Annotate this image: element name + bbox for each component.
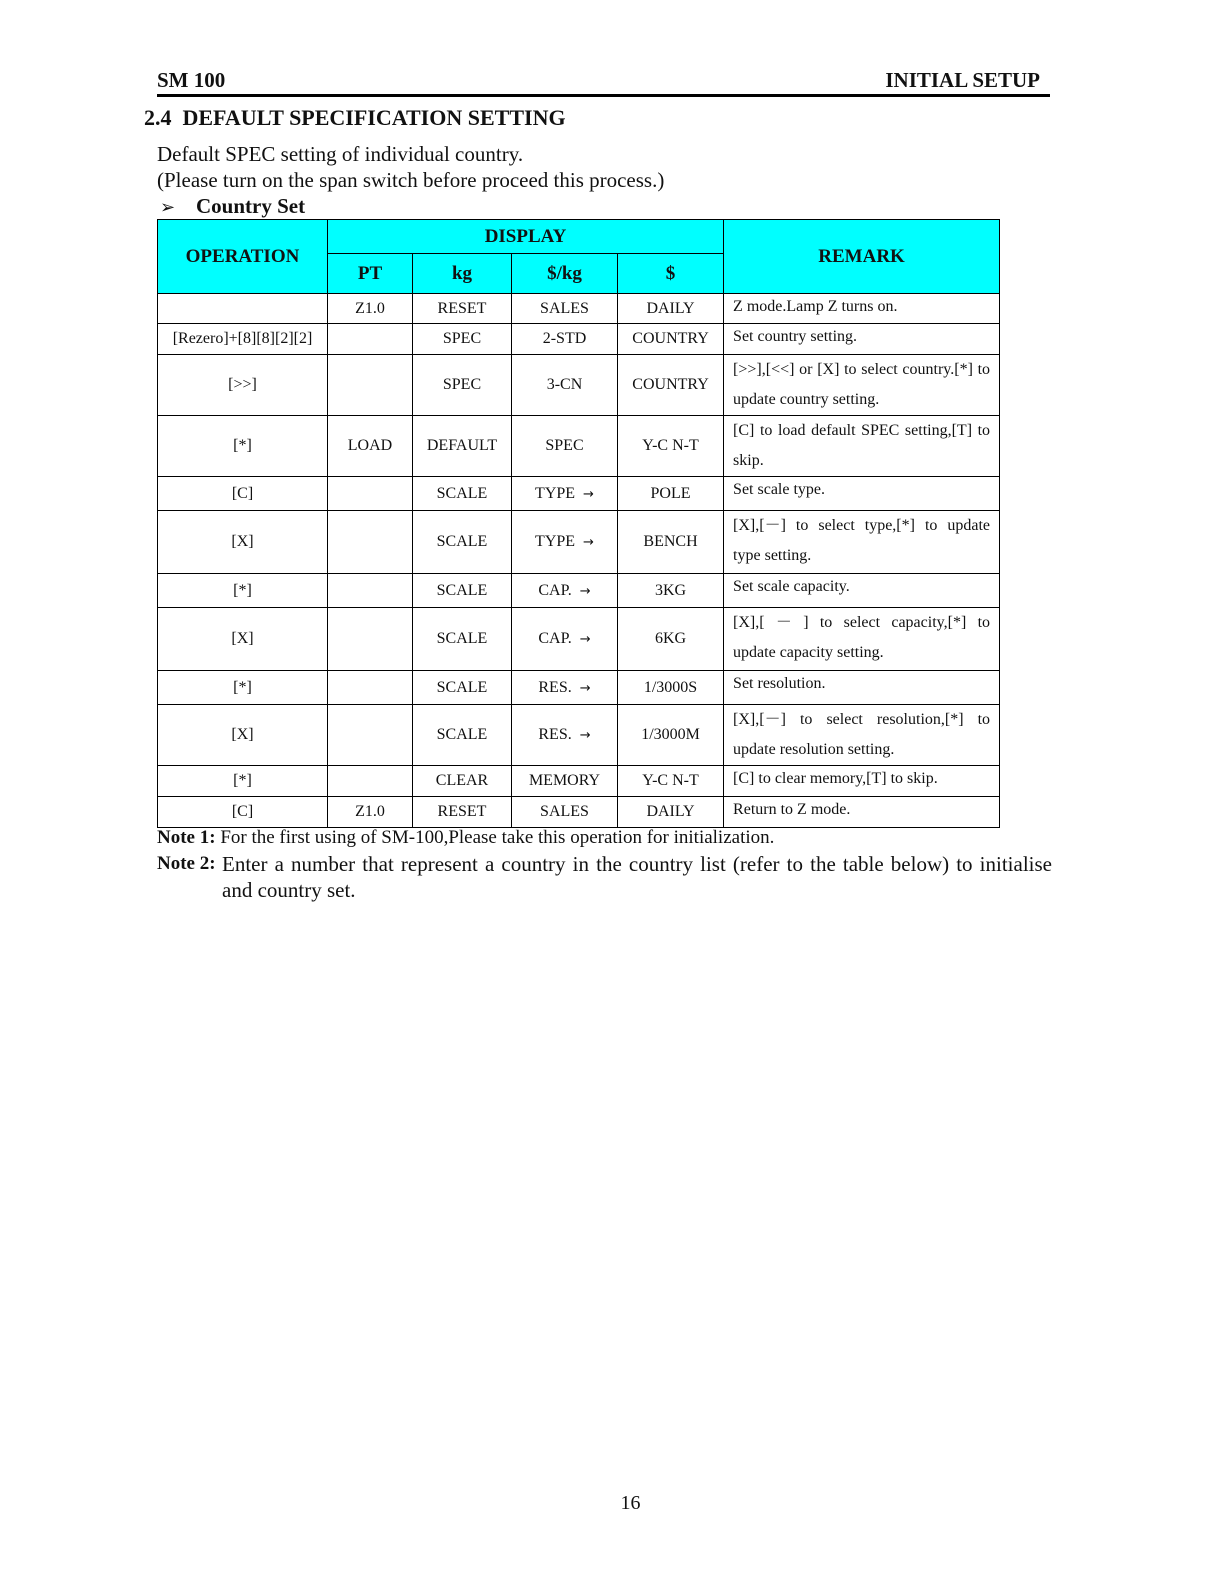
cell-pt [328,324,413,355]
cell-kg [413,477,512,511]
cell-operation-text: [C] [231,484,254,502]
cell-pt [328,294,413,324]
cell-price-per-kg-text: SPEC [545,437,584,454]
cell-price-text: POLE [650,484,691,502]
header-price-per-kg: $/kg [512,254,618,294]
cell-operation-text: [*] [233,678,252,696]
cell-kg [413,766,512,797]
cell-price-per-kg-text: TYPE [535,484,576,502]
cell-kg-text: SCALE [436,484,488,502]
cell-price-per-kg-text: CAP. [538,581,572,599]
cell-price [618,511,724,574]
cell-kg [413,705,512,766]
section-number: 2.4 [144,105,172,130]
cell-kg-text: RESET [437,299,487,317]
cell-price-per-kg-text: TYPE [535,533,576,550]
cell-remark-text: [X],[－] to select resolution,[*] to update resolution setting. [733,711,991,758]
cell-price-text: Y-C N-T [642,772,699,789]
cell-remark-text: Return to Z mode. [733,801,851,818]
cell-kg-text: SPEC [442,376,482,393]
right-arrow-icon: → [579,680,591,696]
cell-kg [413,511,512,574]
cell-operation-text: [*] [233,437,252,454]
cell-pt [328,705,413,766]
country-set-table [157,219,1000,828]
cell-price-text: COUNTRY [632,330,709,347]
cell-remark [724,324,1000,355]
cell-price-per-kg-text: RES. [538,678,572,696]
cell-operation-text: [X] [231,533,254,550]
cell-remark-text: [C] to load default SPEC setting,[T] to skip. [733,422,991,469]
cell-price-per-kg-text: 3-CN [546,376,583,393]
cell-pt [328,355,413,416]
cell-operation-text: [*] [233,772,252,789]
note-2 [157,851,1052,903]
cell-kg-text: SCALE [436,726,488,743]
right-arrow-icon: → [583,535,594,550]
intro-line-1: Default SPEC setting of individual country. [157,142,524,166]
cell-pt-text: Z1.0 [355,299,385,317]
cell-kg [413,608,512,671]
cell-kg [413,797,512,828]
cell-kg [413,355,512,416]
intro-line-2: (Please turn on the span switch before proceed this process.) [157,168,665,192]
right-arrow-icon: → [583,486,594,502]
cell-remark-text: Z mode.Lamp Z turns on. [733,298,898,315]
header-pt: PT [328,254,413,294]
cell-remark [724,294,1000,324]
cell-price-per-kg [512,324,618,355]
cell-price-per-kg-text: 2-STD [542,330,587,347]
cell-pt [328,766,413,797]
cell-remark-text: [>>],[<<] or [X] to select country.[*] to update country setting. [733,361,991,408]
cell-pt [328,416,413,477]
cell-price [618,416,724,477]
cell-kg [413,574,512,608]
cell-operation-text: [*] [233,581,252,599]
cell-remark [724,416,1000,477]
cell-kg-text: SCALE [436,581,488,599]
cell-remark [724,574,1000,608]
cell-operation-text: [X] [231,630,254,647]
cell-operation [158,574,328,608]
cell-operation-text: [C] [231,803,254,820]
cell-kg-text: RESET [437,803,487,820]
cell-remark-text: [X],[－] to select type,[*] to update type setting. [733,517,991,564]
cell-price-per-kg [512,574,618,608]
cell-operation [158,294,328,324]
cell-operation [158,477,328,511]
cell-price-per-kg [512,477,618,511]
page-number: 16 [620,1492,641,1514]
cell-pt [328,477,413,511]
cell-remark [724,766,1000,797]
cell-kg-text: SCALE [436,678,488,696]
cell-remark [724,608,1000,671]
cell-kg-text: SPEC [442,330,482,347]
cell-pt [328,511,413,574]
cell-kg-text: SCALE [436,630,488,647]
cell-price-text: DAILY [646,299,695,317]
cell-operation [158,705,328,766]
cell-operation [158,608,328,671]
cell-price [618,574,724,608]
section-title: DEFAULT SPECIFICATION SETTING [182,105,566,130]
cell-price-text: Y-C N-T [642,437,699,454]
cell-price-text: 6KG [654,630,687,647]
cell-operation [158,671,328,705]
cell-price-per-kg [512,671,618,705]
cell-operation-text: [X] [231,726,254,743]
cell-remark [724,797,1000,828]
cell-remark [724,705,1000,766]
cell-price-per-kg [512,355,618,416]
arrow-bullet-icon: ➢ [160,197,176,218]
cell-price-per-kg-text: CAP. [538,630,572,647]
cell-remark-text: [C] to clear memory,[T] to skip. [733,770,938,787]
cell-remark [724,355,1000,416]
cell-pt [328,671,413,705]
doc-model: SM 100 [157,68,226,92]
cell-remark-text: Set country setting. [733,328,858,345]
table-row [158,416,1000,477]
cell-price [618,294,724,324]
cell-kg [413,416,512,477]
cell-remark-text: Set resolution. [733,675,826,692]
right-arrow-icon: → [579,728,591,743]
cell-price [618,324,724,355]
header-operation: OPERATION [158,220,328,294]
table-row [158,797,1000,828]
table-row [158,671,1000,705]
header-display: DISPLAY [328,220,724,254]
cell-operation-text: [>>] [228,376,257,393]
cell-price-per-kg-text: SALES [540,803,589,820]
cell-price-per-kg [512,705,618,766]
cell-operation-text: [Rezero]+[8][8][2][2] [172,330,313,347]
section-heading [144,105,566,131]
header-price: $ [618,254,724,294]
cell-operation [158,355,328,416]
subsection-bullet [160,194,305,219]
cell-price [618,477,724,511]
table-row [158,355,1000,416]
cell-price-per-kg [512,766,618,797]
page-header [157,66,1050,97]
cell-remark-text: Set scale type. [733,481,826,498]
cell-price [618,797,724,828]
table-row [158,294,1000,324]
cell-price-per-kg-text: SALES [540,299,589,317]
cell-price [618,705,724,766]
cell-kg [413,324,512,355]
cell-operation [158,416,328,477]
table-row [158,477,1000,511]
cell-price [618,355,724,416]
cell-operation [158,511,328,574]
cell-pt [328,797,413,828]
cell-pt [328,608,413,671]
cell-kg-text: CLEAR [435,772,489,789]
cell-pt [328,574,413,608]
table-row [158,574,1000,608]
table-row [158,705,1000,766]
cell-kg [413,671,512,705]
cell-price [618,671,724,705]
note-1 [157,827,774,849]
note-1-label: Note 1: [157,827,216,848]
cell-price-per-kg [512,511,618,574]
cell-kg [413,294,512,324]
cell-price-per-kg-text: RES. [538,726,572,743]
cell-price [618,766,724,797]
cell-remark [724,511,1000,574]
header-remark: REMARK [724,220,1000,294]
cell-remark [724,477,1000,511]
cell-operation [158,797,328,828]
cell-remark-text: Set scale capacity. [733,578,850,595]
cell-kg-text: SCALE [436,533,488,550]
table-row [158,324,1000,355]
cell-remark-text: [X],[ － ] to select capacity,[*] to update capacity setting. [733,614,991,661]
cell-price-text: COUNTRY [632,376,709,393]
cell-operation [158,324,328,355]
right-arrow-icon: → [579,632,591,647]
note-2-label: Note 2: [157,853,216,874]
table-row [158,608,1000,671]
subsection-title: Country Set [196,194,306,218]
cell-price-per-kg [512,797,618,828]
cell-kg-text: DEFAULT [426,437,498,454]
right-arrow-icon: → [579,583,591,599]
chapter-title: INITIAL SETUP [885,68,1040,92]
cell-price-text: 3KG [654,581,687,599]
cell-pt-text: Z1.0 [355,803,385,820]
cell-price [618,608,724,671]
cell-price-per-kg [512,294,618,324]
note-1-text: For the first using of SM-100,Please take this operation for initialization. [220,827,775,848]
cell-price-text: 1/3000M [641,726,700,743]
header-kg: kg [413,254,512,294]
cell-price-per-kg-text: MEMORY [528,772,601,789]
cell-operation [158,766,328,797]
table-row [158,766,1000,797]
cell-pt-text: LOAD [347,437,393,454]
cell-price-text: BENCH [643,533,698,550]
cell-price-per-kg [512,416,618,477]
cell-price-text: 1/3000S [643,678,698,696]
cell-price-text: DAILY [646,803,695,820]
cell-price-per-kg [512,608,618,671]
table-row [158,511,1000,574]
cell-remark [724,671,1000,705]
note-2-text: Enter a number that represent a country in the country list (refer to the table below) to initialise and country set. [222,852,1052,902]
